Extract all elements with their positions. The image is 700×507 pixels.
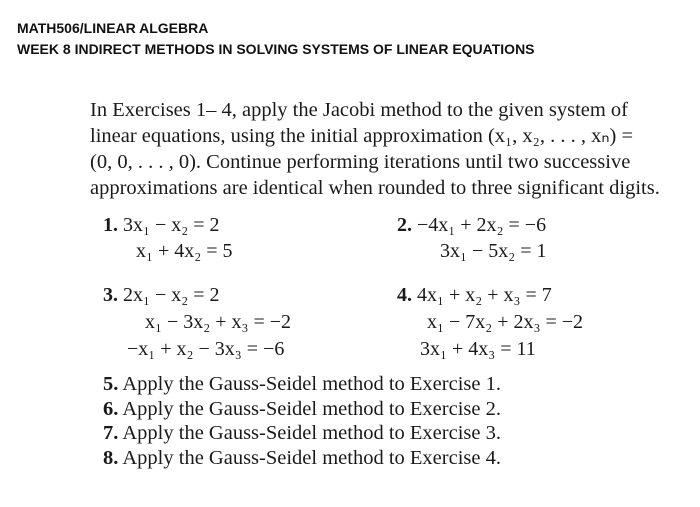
exercise-number: 6. (103, 397, 119, 420)
exercise-4-row (420, 337, 536, 361)
exercise-number: 3. (103, 284, 118, 306)
exercise-number: 4. (397, 284, 412, 306)
page-header (17, 18, 535, 60)
equation: x₁ − 7x₂ + 2x₃ = −2 (427, 311, 584, 333)
exercise-text: Apply the Gauss-Seidel method to Exercise 4. (122, 446, 501, 469)
course-title: MATH506/LINEAR ALGEBRA (17, 20, 209, 36)
instructions-line: In Exercises 1– 4, apply the Jacobi method to the given system of (90, 99, 629, 121)
exercise-3-row (145, 310, 291, 334)
week-title: WEEK 8 INDIRECT METHODS IN SOLVING SYSTEMS OF LINEAR EQUATIONS (17, 41, 535, 57)
exercise-text: Apply the Gauss-Seidel method to Exercise 2. (122, 397, 501, 420)
equation: x₁ − 3x₂ + x₃ = −2 (145, 311, 292, 333)
list-item (103, 372, 501, 397)
exercise-4-row (427, 310, 583, 334)
exercise-number: 2. (397, 214, 412, 236)
equation: x₁ + 4x₂ = 5 (136, 240, 233, 262)
instructions-line: approximations are identical when rounded to three significant digits. (90, 177, 660, 199)
exercise-text: Apply the Gauss-Seidel method to Exercise 1. (122, 373, 501, 395)
exercise-number: 5. (103, 373, 119, 395)
exercise-3-row (127, 337, 284, 361)
equation: 3x₁ − x₂ = 2 (123, 214, 220, 236)
instructions-line: (0, 0, . . . , 0). Continue performing iterations until two successive (90, 151, 631, 173)
exercise-1 (103, 213, 220, 237)
equation: 3x₁ − 5x₂ = 1 (440, 240, 547, 262)
list-item (103, 421, 501, 446)
instructions (90, 97, 660, 201)
equation: −x₁ + x₂ − 3x₃ = −6 (127, 338, 285, 360)
equation: 2x₁ − x₂ = 2 (123, 284, 220, 306)
list-item (103, 446, 501, 471)
exercise-2-row (440, 239, 547, 263)
exercise-number: 7. (103, 422, 119, 444)
equation: 4x₁ + x₂ + x₃ = 7 (417, 284, 552, 306)
exercise-1-row (136, 239, 233, 263)
gauss-seidel-exercises (103, 372, 501, 470)
exercise-3 (103, 283, 220, 307)
list-item (103, 397, 501, 422)
equation: 3x₁ + 4x₃ = 11 (420, 338, 536, 360)
exercise-text: Apply the Gauss-Seidel method to Exercise 3. (122, 422, 501, 444)
exercise-number: 8. (103, 446, 119, 469)
equation: −4x₁ + 2x₂ = −6 (417, 214, 547, 236)
instructions-line: linear equations, using the initial approximation (x₁, x₂, . . . , xₙ) = (90, 125, 634, 147)
exercise-4 (397, 283, 552, 307)
exercise-2 (397, 213, 546, 237)
exercise-number: 1. (103, 214, 118, 236)
